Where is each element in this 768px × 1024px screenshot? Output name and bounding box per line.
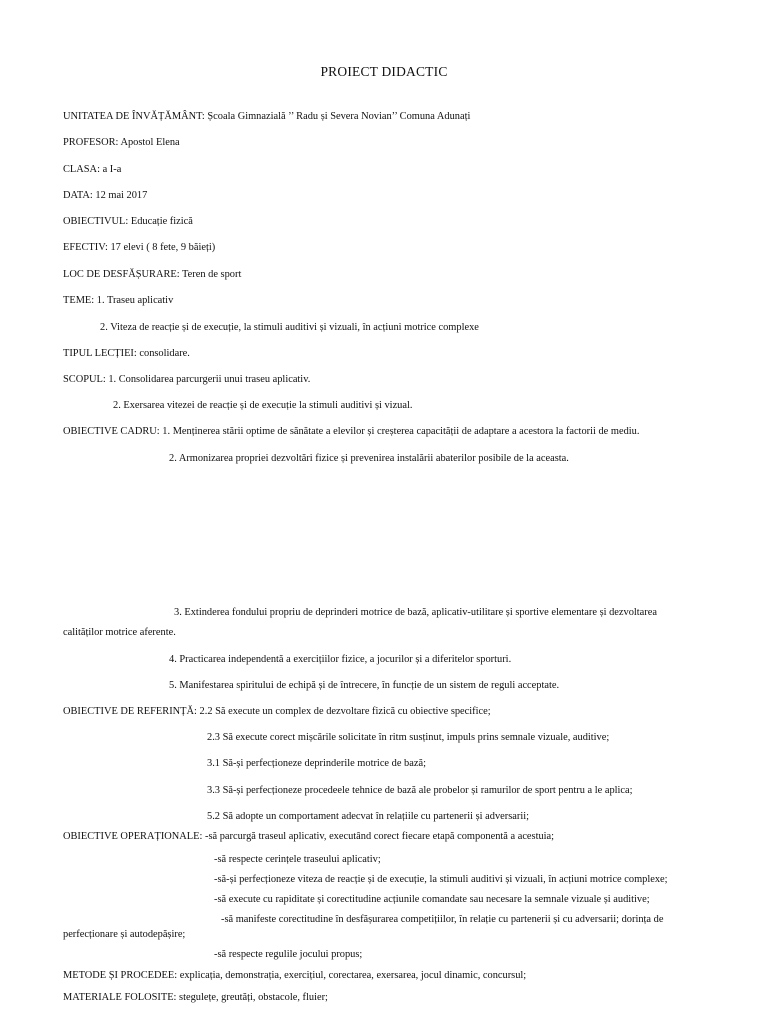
metode-label: METODE ȘI PROCEDEE: bbox=[63, 970, 178, 981]
obiective-operationale-line bbox=[63, 830, 554, 843]
scopul-item-2: 2. Exersarea vitezei de reacție și de execuție la stimuli auditivi și vizual. bbox=[113, 400, 413, 411]
loc-label: LOC DE DESFĂȘURARE: bbox=[63, 269, 180, 280]
obiective-cadru-line bbox=[63, 425, 639, 438]
unitatea-label: UNITATEA DE ÎNVĂȚĂMÂNT: bbox=[63, 111, 205, 122]
obiective-referinta-line bbox=[63, 705, 491, 718]
tipul-line bbox=[63, 347, 190, 360]
data-line bbox=[63, 189, 147, 202]
referinta-item: 5.2 Să adopte un comportament adecvat în relațiile cu partenerii și adversarii; bbox=[207, 811, 529, 822]
efectiv-line bbox=[63, 241, 215, 254]
clasa-label: CLASA: bbox=[63, 164, 100, 175]
obiective-cadru-item-5: 5. Manifestarea spiritului de echipă și de întrecere, în funcție de un sistem de reguli acceptate. bbox=[169, 680, 560, 691]
scopul-line bbox=[63, 373, 310, 386]
obiective-cadru-label: OBIECTIVE CADRU: bbox=[63, 426, 160, 437]
document-title: PROIECT DIDACTIC bbox=[320, 64, 448, 79]
metode-line bbox=[63, 969, 526, 982]
profesor-line bbox=[63, 136, 180, 149]
efectiv-value: 17 elevi ( 8 fete, 9 băieți) bbox=[110, 242, 216, 253]
unitatea-line bbox=[63, 110, 470, 123]
loc-value: Teren de sport bbox=[182, 269, 242, 280]
obiective-cadru-item-3: 3. Extinderea fondului propriu de deprinderi motrice de bază, aplicativ-utilitare și sportive elementare și dezvoltarea bbox=[174, 607, 657, 618]
obiectivul-value: Educație fizică bbox=[130, 216, 193, 227]
obiective-operationale-label: OBIECTIVE OPERAȚIONALE: bbox=[63, 831, 203, 842]
metode-value: explicația, demonstrația, exercițiul, corectarea, exersarea, jocul dinamic, concursul; bbox=[179, 970, 527, 981]
scopul-label: SCOPUL: bbox=[63, 374, 106, 385]
materiale-value: stegulețe, greutăți, obstacole, fluier; bbox=[179, 992, 328, 1003]
obiective-cadru-item-2: 2. Armonizarea propriei dezvoltări fizice și prevenirea instalării abaterilor posibile de la aceasta. bbox=[169, 453, 569, 464]
tipul-value: consolidare. bbox=[139, 348, 190, 359]
materiale-label: MATERIALE FOLOSITE: bbox=[63, 992, 177, 1003]
teme-value: 1. Traseu aplicativ bbox=[96, 295, 174, 306]
teme-label: TEME: bbox=[63, 295, 95, 306]
operationale-item: -să-și perfecționeze viteza de reacție și de execuție, la stimuli auditivi și vizuali, în acțiuni motrice complexe; bbox=[214, 874, 668, 885]
materiale-line bbox=[63, 991, 328, 1004]
teme-line bbox=[63, 294, 173, 307]
operationale-item: -să respecte cerințele traseului aplicativ; bbox=[214, 854, 381, 865]
loc-line bbox=[63, 268, 241, 281]
efectiv-label: EFECTIV: bbox=[63, 242, 108, 253]
data-label: DATA: bbox=[63, 190, 93, 201]
data-value: 12 mai 2017 bbox=[95, 190, 148, 201]
operationale-item-last: -să respecte regulile jocului propus; bbox=[214, 949, 363, 960]
obiective-cadru-value: 1. Menținerea stării optime de sănătate a elevilor și creșterea capacității de adaptare a acestora la factorii de mediu. bbox=[162, 426, 640, 437]
referinta-item: 3.1 Să-și perfecționeze deprinderile motrice de bază; bbox=[207, 758, 426, 769]
obiectivul-line bbox=[63, 215, 193, 228]
referinta-item: 3.3 Să-și perfecționeze procedeele tehnice de bază ale probelor și ramurilor de sport pentru a le aplica; bbox=[207, 785, 633, 796]
referinta-item: 2.3 Să execute corect mișcările solicitate în ritm susținut, impuls prins semnale vizuale, auditive; bbox=[207, 732, 610, 743]
unitatea-value: Școala Gimnazială ’’ Radu și Severa Novian’’ Comuna Adunați bbox=[207, 111, 471, 122]
obiective-referinta-value: 2.2 Să execute un complex de dezvoltare fizică cu obiective specifice; bbox=[199, 706, 491, 717]
obiectivul-label: OBIECTIVUL: bbox=[63, 216, 129, 227]
obiective-cadru-item-4: 4. Practicarea independentă a exercițiilor fizice, a jocurilor și a diferitelor sporturi. bbox=[169, 654, 512, 665]
obiective-referinta-label: OBIECTIVE DE REFERINȚĂ: bbox=[63, 706, 197, 717]
tipul-label: TIPUL LECȚIEI: bbox=[63, 348, 137, 359]
clasa-value: a I-a bbox=[102, 164, 122, 175]
operationale-item-wrap-cont: perfecționare și autodepășire; bbox=[63, 929, 186, 940]
operationale-item: -să execute cu rapiditate și corectitudine acțiunile comandate sau necesare la semnale vizuale și auditive; bbox=[214, 894, 650, 905]
profesor-label: PROFESOR: bbox=[63, 137, 119, 148]
teme-item-2: 2. Viteza de reacție și de execuție, la stimuli auditivi și vizuali, în acțiuni motrice complexe bbox=[100, 322, 479, 333]
profesor-value: Apostol Elena bbox=[120, 137, 180, 148]
scopul-value: 1. Consolidarea parcurgerii unui traseu aplicativ. bbox=[108, 374, 311, 385]
obiective-operationale-value: -să parcurgă traseul aplicativ, executând corect fiecare etapă componentă a acestuia; bbox=[205, 831, 555, 842]
obiective-cadru-item-3-cont: calităților motrice aferente. bbox=[63, 627, 176, 638]
clasa-line bbox=[63, 163, 121, 176]
operationale-item-wrap: -să manifeste corectitudine în desfășurarea competițiilor, în relație cu partenerii și cu adversarii; dorința de bbox=[221, 914, 664, 925]
